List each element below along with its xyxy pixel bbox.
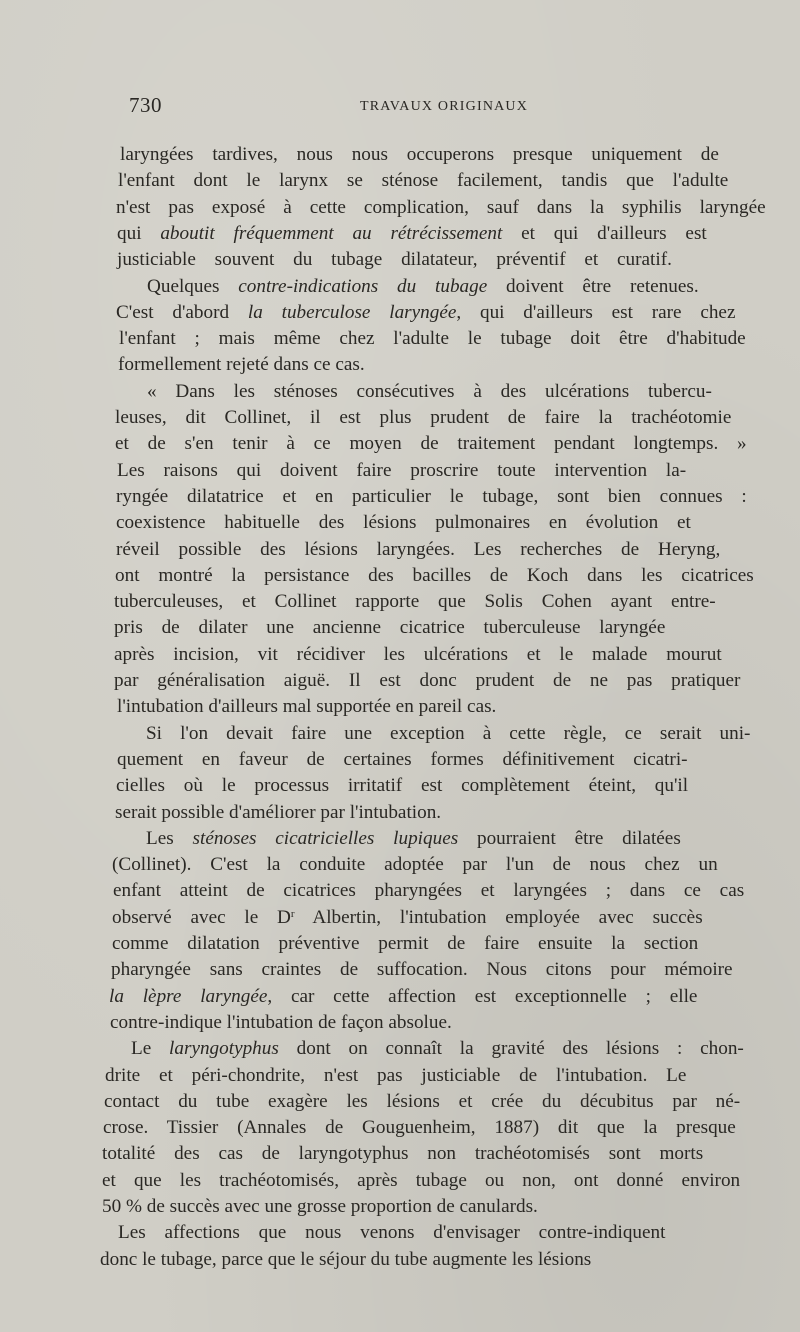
text-run: enfant atteint de cicatrices pharyngées et laryngées ; dans ce cas — [113, 880, 745, 901]
text-run: drite et péri-chondrite, n'est pas justiciable de l'intubation. Le — [105, 1065, 687, 1086]
text-run: n'est pas exposé à cette complication, sauf dans la syphilis laryngée — [116, 197, 766, 218]
text-run: et de s'en tenir à ce moyen de traitement pendant longtemps. » — [115, 433, 747, 454]
text-run: Les raisons qui doivent faire proscrire toute intervention la- — [117, 460, 687, 481]
text-line — [117, 222, 707, 246]
text-run: donc le tubage, parce que le séjour du tube augmente les lésions — [100, 1249, 592, 1270]
text-run: dont on connaît la gravité des lésions : chon- — [278, 1038, 744, 1059]
text-run: Quelques — [147, 276, 239, 297]
text-line — [102, 1169, 740, 1193]
text-line — [118, 1221, 665, 1245]
text-line — [114, 616, 665, 640]
text-line — [147, 380, 712, 404]
text-run: justiciable souvent du tubage dilatateur, préventif et curatif. — [117, 249, 672, 270]
italic-phrase: contre-indications du tubage — [238, 276, 488, 297]
page-number: 730 — [129, 93, 162, 117]
text-run: C'est d'abord — [116, 302, 248, 323]
text-run: formellement rejeté dans ce cas. — [118, 354, 365, 375]
text-run: réveil possible des lésions laryngées. Les recherches de Heryng, — [116, 539, 721, 560]
italic-phrase: sténoses cicatricielles lupiques — [192, 828, 459, 849]
text-line — [115, 801, 441, 825]
text-run: Les — [146, 828, 193, 849]
text-run: comme dilatation préventive permit de faire ensuite la section — [112, 933, 699, 954]
text-run: pourraient être dilatées — [458, 828, 681, 849]
italic-phrase: aboutit fréquemment au rétrécissement — [160, 223, 503, 244]
text-line — [109, 985, 697, 1009]
text-line — [146, 722, 750, 746]
text-run: après incision, vit récidiver les ulcérations et le malade mourut — [114, 644, 722, 665]
text-line — [116, 196, 766, 220]
italic-phrase: laryngotyphus — [169, 1038, 279, 1059]
italic-phrase: la tuberculose laryngée — [247, 302, 457, 323]
text-line — [118, 353, 365, 377]
text-run: Si l'on devait faire une exception à cette règle, ce serait uni- — [146, 723, 751, 744]
text-line — [112, 853, 718, 877]
text-run: de succès avec une grosse proportion de canulards. — [141, 1196, 538, 1217]
text-run: coexistence habituelle des lésions pulmonaires en évolution et — [116, 512, 691, 533]
text-line — [117, 695, 496, 719]
text-run: ont montré la persistance des bacilles de Koch dans les cicatrices — [115, 565, 754, 586]
text-line — [117, 459, 686, 483]
text-run: l'enfant dont le larynx se sténose facilement, tandis que l'adulte — [118, 170, 729, 191]
text-run: , car cette affection est exceptionnelle ; elle — [267, 986, 698, 1007]
text-line — [120, 143, 719, 167]
text-run: « Dans les sténoses consécutives à des ulcérations tubercu- — [147, 381, 712, 402]
text-line — [115, 406, 731, 430]
text-run: laryngées tardives, nous nous occuperons presque uniquement de — [120, 144, 719, 165]
text-run: tuberculeuses, et Collinet rapporte que Solis Cohen ayant entre- — [114, 591, 716, 612]
text-run: l'intubation d'ailleurs mal supportée en pareil cas. — [117, 696, 497, 717]
text-line — [116, 538, 720, 562]
text-line — [100, 1248, 591, 1272]
text-line — [115, 564, 754, 588]
text-line — [111, 958, 733, 982]
text-run: observé avec le D — [112, 907, 291, 928]
text-line — [119, 327, 746, 351]
italic-phrase: la lèpre laryngée — [109, 986, 268, 1007]
text-run: , qui d'ailleurs est rare chez — [456, 302, 736, 323]
text-run: par généralisation aiguë. Il est donc prudent de ne pas pratiquer — [114, 670, 741, 691]
text-run: pris de dilater une ancienne cicatrice tuberculeuse laryngée — [114, 617, 666, 638]
text-run: Albertin, l'intubation employée avec succès — [294, 907, 703, 928]
text-line — [113, 879, 744, 903]
text-run: crose. Tissier (Annales de Gouguenheim, 1887) dit que la presque — [103, 1117, 736, 1138]
text-line — [102, 1142, 703, 1166]
text-run: doivent être retenues. — [487, 276, 699, 297]
text-line — [114, 669, 740, 693]
text-run: et qui d'ailleurs est — [502, 223, 707, 244]
text-line — [147, 275, 699, 299]
text-run: 50 % — [102, 1196, 142, 1217]
text-run: (Collinet). C'est la conduite adoptée par l'un de nous chez un — [112, 854, 718, 875]
text-line — [118, 169, 728, 193]
text-run: totalité des cas de laryngotyphus non trachéotomisés sont morts — [102, 1143, 704, 1164]
text-run: ryngée dilatatrice et en particulier le tubage, sont bien connues : — [116, 486, 747, 507]
text-run: serait possible d'améliorer par l'intubation. — [115, 802, 442, 823]
text-line — [105, 1064, 686, 1088]
text-run: quement en faveur de certaines formes définitivement cicatri- — [117, 749, 688, 770]
text-line — [116, 511, 691, 535]
text-line — [110, 1011, 452, 1035]
text-line — [114, 643, 722, 667]
superscript: r — [290, 908, 295, 920]
text-run: pharyngée sans craintes de suffocation. Nous citons pour mémoire — [111, 959, 733, 980]
text-line — [104, 1090, 740, 1114]
text-line — [112, 932, 698, 956]
text-run: cielles où le processus irritatif est complètement éteint, qu'il — [116, 775, 689, 796]
text-line — [146, 827, 681, 851]
text-line — [102, 1195, 538, 1219]
text-line — [112, 906, 703, 930]
text-run: Les affections que nous venons d'envisager contre-indiquent — [118, 1222, 666, 1243]
text-run: et que les trachéotomisés, après tubage ou non, ont donné environ — [102, 1170, 741, 1191]
text-run: contre-indique l'intubation de façon absolue. — [110, 1012, 452, 1033]
text-line — [103, 1116, 736, 1140]
running-head: TRAVAUX ORIGINAUX — [360, 99, 529, 114]
text-run: l'enfant ; mais même chez l'adulte le tubage doit être d'habitude — [119, 328, 746, 349]
text-run: leuses, dit Collinet, il est plus prudent de faire la trachéotomie — [115, 407, 732, 428]
text-line — [114, 590, 716, 614]
text-line — [117, 248, 672, 272]
text-line — [116, 774, 688, 798]
text-line — [131, 1037, 744, 1061]
text-run: Le — [131, 1038, 170, 1059]
text-line — [116, 485, 747, 509]
text-line — [117, 748, 688, 772]
text-line — [116, 301, 735, 325]
text-line — [115, 432, 747, 456]
text-run: qui — [117, 223, 161, 244]
text-run: contact du tube exagère les lésions et crée du décubitus par né- — [104, 1091, 741, 1112]
